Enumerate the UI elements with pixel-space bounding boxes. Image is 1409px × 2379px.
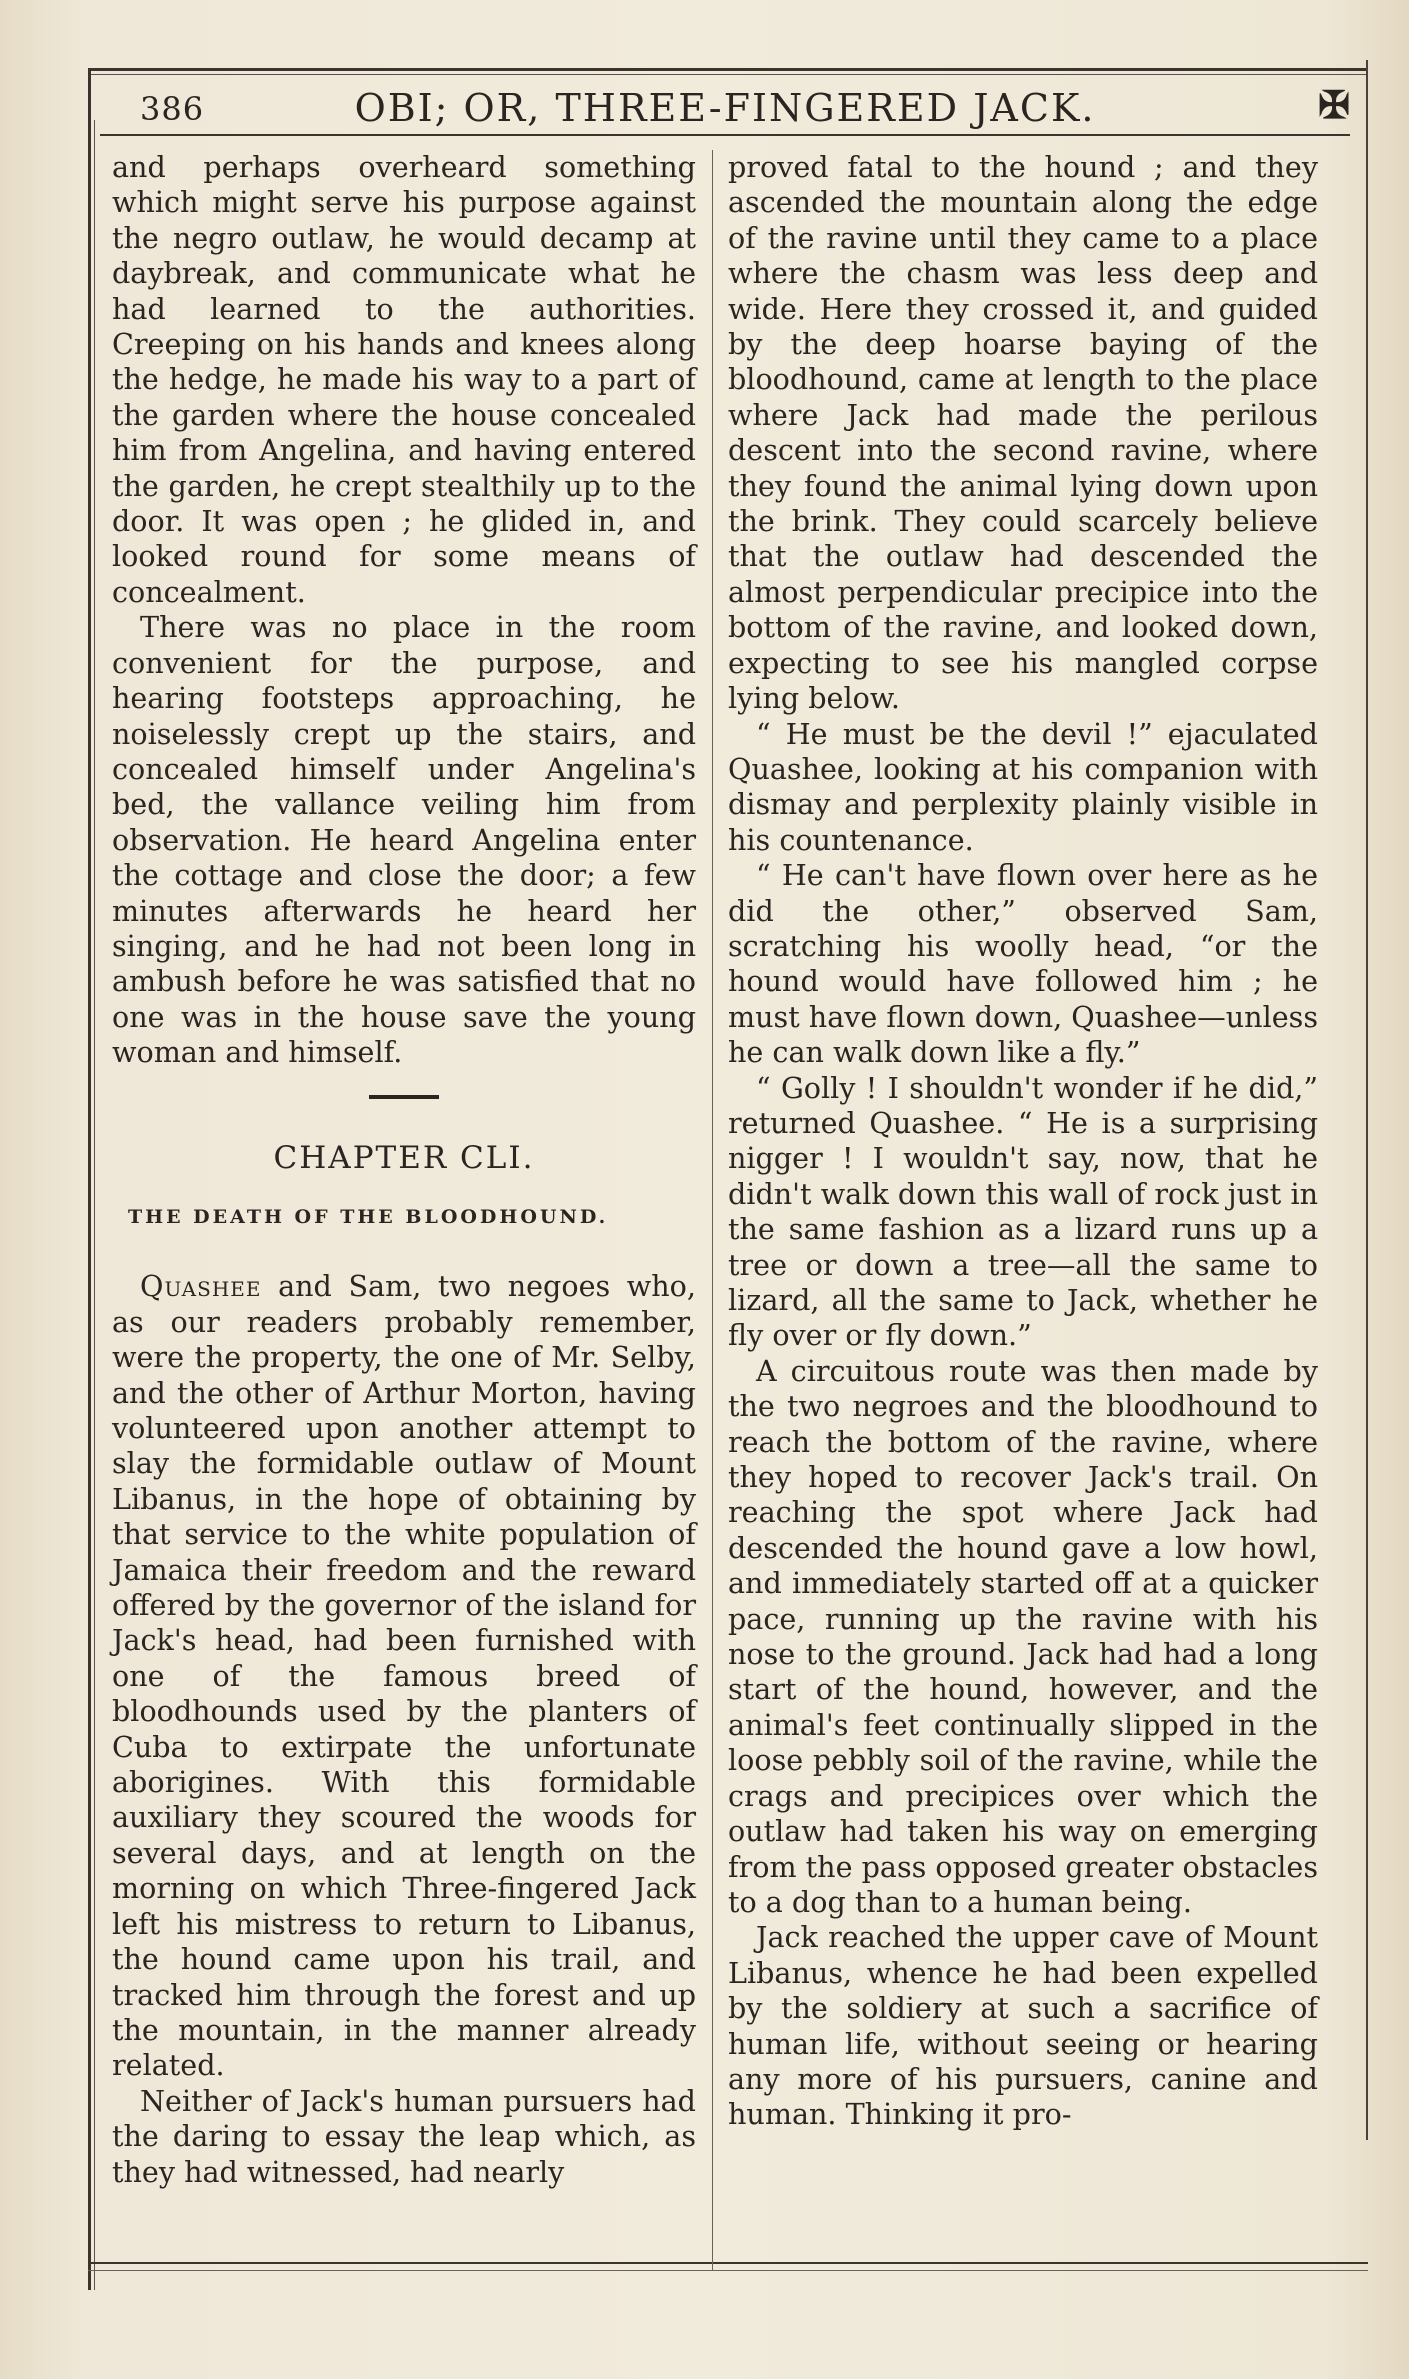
frame-left-rule-inner: [94, 120, 95, 2290]
running-title: OBI; OR, THREE-FINGERED JACK.: [354, 86, 1096, 130]
right-paragraph-4: “ Golly ! I shouldn't wonder if he did,” returned Quashee. “ He is a surprising nigger ! I wouldn't say, now, that he didn't walk down this wall of rock just in the same fashion as a lizard runs up a tree or down a tree—all the same to lizard, all the same to Jack, whether he fly over or fly down.”: [728, 1070, 1318, 1353]
frame-left-rule: [88, 68, 91, 2290]
chapter-subtitle: THE DEATH OF THE BLOODHOUND.: [128, 1205, 609, 1228]
left-paragraph-3: [112, 1269, 696, 2083]
left-paragraph-4: Neither of Jack's human pursuers had the daring to essay the leap which, as they had witnessed, had nearly: [112, 2083, 696, 2189]
drop-lead-word: Quashee: [140, 1269, 262, 1304]
running-header: [100, 82, 1350, 136]
right-paragraph-2: “ He must be the devil !” ejaculated Quashee, looking at his companion with dismay and perplexity plainly visible in his countenance.: [728, 716, 1318, 857]
frame-top-rule-inner: [88, 74, 1368, 75]
left-paragraph-1: and perhaps overheard something which might serve his purpose against the negro outlaw, he would decamp at daybreak, and communicate what he had learned to the authorities. Creeping on his hands and knees along the hedge, he made his way to a part of the garden where the house concealed him from Angelina, and having entered the garden, he crept stealthily up to the door. It was open ; he glided in, and looked round for some means of concealment.: [112, 150, 696, 609]
frame-bottom-rule: [88, 2262, 1368, 2264]
right-paragraph-6: Jack reached the upper cave of Mount Libanus, whence he had been expelled by the soldiery at such a sacrifice of human life, without seeing or hearing any more of his pursuers, canine and human. Thinking it pro-: [728, 1920, 1318, 2132]
left-paragraph-3-body: and Sam, two negoes who, as our readers probably remember, were the property, the one of Mr. Selby, and the other of Arthur Morton, having volunteered upon another attempt to slay the formidable outlaw of Mount Libanus, in the hope of obtaining by that service to the white population of Jamaica their freedom and the reward offered by the governor of the island for Jack's head, had been furnished with one of the famous breed of bloodhounds used by the planters of Cuba to extirpate the unfortunate aborigines. With this formidable auxiliary they scoured the woods for several days, and at length on the morning on which Three-fingered Jack left his mistress to return to Libanus, the hound came upon his trail, and tracked him through the forest and up the mountain, in the manner already related.: [112, 1269, 696, 2083]
page-number: 386: [140, 90, 205, 128]
right-paragraph-1: proved fatal to the hound ; and they ascended the mountain along the edge of the ravine until they came to a place where the chasm was less deep and wide. Here they crossed it, and guided by the deep hoarse baying of the bloodhound, came at length to the place where Jack had made the perilous descent into the second ravine, where they found the animal lying down upon the brink. They could scarcely believe that the outlaw had descended the almost perpendicular precipice into the bottom of the ravine, and looked down, expecting to see his mangled corpse lying below.: [728, 150, 1318, 716]
section-break-rule: [369, 1095, 439, 1099]
right-paragraph-3: “ He can't have flown over here as he did the other,” observed Sam, scratching his woolly head, “or the hound would have followed him ; he must have flown down, Quashee—unless he can walk down like a fly.”: [728, 858, 1318, 1070]
column-divider: [712, 150, 713, 2270]
left-column: [112, 150, 696, 2190]
right-paragraph-5: A circuitous route was then made by the two negroes and the bloodhound to reach the bottom of the ravine, where they hoped to recover Jack's trail. On reaching the spot where Jack had descended the hound gave a low howl, and immediately started off at a quicker pace, running up the ravine with his nose to the ground. Jack had had a long start of the hound, however, and the animal's feet continually slipped in the loose pebbly soil of the ravine, while the crags and precipices over which the outlaw had taken his way on emerging from the pass opposed greater obstacles to a dog than to a human being.: [728, 1353, 1318, 1919]
chapter-heading: CHAPTER CLI.: [273, 1139, 535, 1176]
frame-bottom-rule-inner: [88, 2270, 1368, 2271]
left-paragraph-2: There was no place in the room convenient for the purpose, and hearing footsteps approaching, he noiselessly crept up the stairs, and concealed himself under Angelina's bed, the vallance veiling him from observation. He heard Angelina enter the cottage and close the door; a few minutes afterwards he heard her singing, and he had not been long in ambush before he was satisfied that no one was in the house save the young woman and himself.: [112, 610, 696, 1070]
frame-top-rule: [88, 68, 1368, 71]
frame-right-rule: [1366, 60, 1368, 2140]
ornament-icon: ✠: [1318, 82, 1350, 127]
right-column: [728, 150, 1318, 2133]
